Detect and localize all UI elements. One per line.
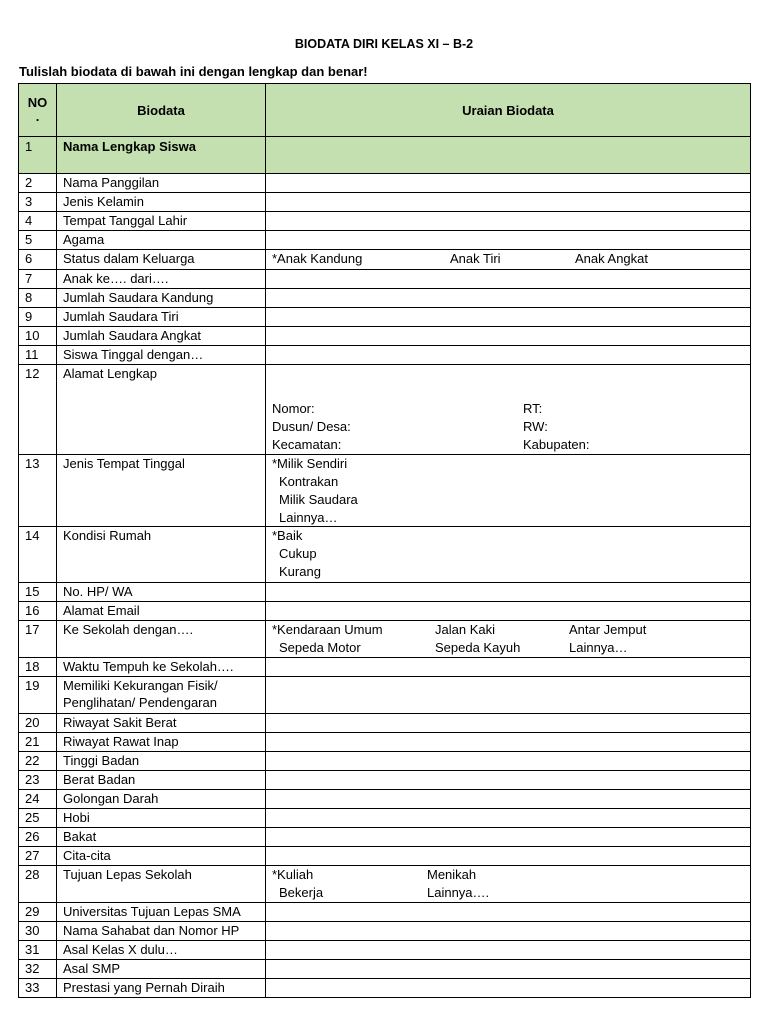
table-row [19,733,751,752]
row-label: Riwayat Sakit Berat [57,714,266,733]
option-label: Anak Tiri [450,251,501,266]
row-label: Tujuan Lepas Sekolah [57,866,266,903]
row-number: 8 [19,289,57,308]
row-label: Waktu Tempuh ke Sekolah…. [57,658,266,677]
row-label: Riwayat Rawat Inap [57,733,266,752]
row-number: 32 [19,960,57,979]
row-number: 20 [19,714,57,733]
table-row [19,658,751,677]
table-row [19,752,751,771]
option-label: *Kendaraan Umum [272,622,383,637]
row-number: 29 [19,903,57,922]
option-label: Jalan Kaki [435,622,495,637]
row-value-cell[interactable] [266,527,751,583]
row-value-cell[interactable] [266,308,751,327]
option-label: Sepeda Kayuh [435,640,521,655]
table-row [19,583,751,602]
row-label: Cita-cita [57,847,266,866]
row-number: 31 [19,941,57,960]
table-row [19,270,751,289]
row-value-cell[interactable] [266,847,751,866]
table-row [19,231,751,250]
table-row [19,602,751,621]
row-label: Nama Panggilan [57,174,266,193]
row-label-line: Memiliki Kekurangan Fisik/ [63,678,218,693]
row-number: 9 [19,308,57,327]
row-value-cell[interactable] [266,922,751,941]
table-row [19,922,751,941]
row-number: 1 [19,137,57,174]
table-row [19,250,751,270]
row-label: Tinggi Badan [57,752,266,771]
table-row [19,137,751,174]
row-number: 24 [19,790,57,809]
table-row [19,193,751,212]
document-title: BIODATA DIRI KELAS XI – B-2 [294,37,474,51]
table-row [19,308,751,327]
row-label: Alamat Lengkap [57,365,266,455]
header-no: NO . [19,84,57,137]
row-label: Kondisi Rumah [57,527,266,583]
option-label: Lainnya… [569,640,628,655]
row-label: Prestasi yang Pernah Diraih [57,979,266,998]
row-value-cell[interactable] [266,212,751,231]
row-number: 16 [19,602,57,621]
row-label: No. HP/ WA [57,583,266,602]
row-value-cell[interactable] [266,752,751,771]
row-label: Jenis Kelamin [57,193,266,212]
option-label: *Kuliah [272,867,314,882]
row-value-cell[interactable] [266,790,751,809]
row-number: 30 [19,922,57,941]
option-label: Milik Saudara [279,492,358,507]
row-value-cell[interactable] [266,137,751,174]
header-uraian: Uraian Biodata [266,84,751,137]
row-number: 17 [19,621,57,658]
table-row [19,455,751,527]
table-row [19,828,751,847]
option-label: *Baik [272,528,303,543]
row-number: 21 [19,733,57,752]
address-field-label: RW: [523,419,548,434]
option-label: Menikah [427,867,477,882]
row-value-cell[interactable] [266,583,751,602]
option-label: Lainnya… [279,510,338,525]
row-value-cell[interactable] [266,289,751,308]
row-number: 28 [19,866,57,903]
address-field-label: Kecamatan: [272,437,342,452]
table-row [19,212,751,231]
table-row [19,527,751,583]
table-row [19,960,751,979]
row-number: 14 [19,527,57,583]
row-number: 15 [19,583,57,602]
row-value-cell[interactable] [266,677,751,714]
row-number: 23 [19,771,57,790]
row-value-cell[interactable] [266,658,751,677]
row-number: 4 [19,212,57,231]
address-field-label: RT: [523,401,543,416]
table-header-row [19,84,751,137]
row-number: 6 [19,250,57,270]
row-label: Status dalam Keluarga [57,250,266,270]
row-number: 7 [19,270,57,289]
row-value-cell[interactable] [266,733,751,752]
table-row [19,621,751,658]
row-value-cell[interactable] [266,327,751,346]
table-row [19,790,751,809]
row-number: 2 [19,174,57,193]
table-row [19,327,751,346]
row-label: Agama [57,231,266,250]
row-value-cell[interactable] [266,941,751,960]
row-label: Asal SMP [57,960,266,979]
row-label: Nama Sahabat dan Nomor HP [57,922,266,941]
option-label: Cukup [279,546,317,561]
row-label: Anak ke…. dari…. [57,270,266,289]
address-field-label: Nomor: [272,401,315,416]
row-number: 12 [19,365,57,455]
row-number: 19 [19,677,57,714]
row-label: Berat Badan [57,771,266,790]
row-number: 3 [19,193,57,212]
address-field-label: Kabupaten: [523,437,590,452]
option-label: *Milik Sendiri [272,456,348,471]
table-row [19,677,751,714]
option-label: Anak Angkat [575,251,648,266]
header-biodata: Biodata [57,84,266,137]
row-value-cell[interactable] [266,365,751,455]
biodata-table [18,83,751,998]
row-number: 22 [19,752,57,771]
row-value-cell[interactable] [266,809,751,828]
option-label: Lainnya…. [427,885,490,900]
row-label: Golongan Darah [57,790,266,809]
row-value-cell[interactable] [266,174,751,193]
option-label: Kurang [279,564,321,579]
row-number: 18 [19,658,57,677]
address-field-label: Dusun/ Desa: [272,419,351,434]
row-value-cell[interactable] [266,866,751,903]
row-value-cell[interactable] [266,346,751,365]
table-row [19,941,751,960]
table-row [19,174,751,193]
table-row [19,979,751,998]
table-row [19,714,751,733]
table-row [19,289,751,308]
row-value-cell[interactable] [266,621,751,658]
row-value-cell[interactable] [266,979,751,998]
row-label: Hobi [57,809,266,828]
row-value-cell[interactable] [266,231,751,250]
row-number: 11 [19,346,57,365]
instruction-text: Tulislah biodata di bawah ini dengan lengkap dan benar! [19,64,368,79]
option-label: Bekerja [279,885,324,900]
table-row [19,903,751,922]
row-label: Alamat Email [57,602,266,621]
row-number: 33 [19,979,57,998]
table-row [19,847,751,866]
row-value-cell[interactable] [266,602,751,621]
row-label: Nama Lengkap Siswa [57,137,266,174]
row-label: Jumlah Saudara Angkat [57,327,266,346]
row-value-cell[interactable] [266,771,751,790]
row-label-line: Penglihatan/ Pendengaran [63,695,217,710]
row-number: 10 [19,327,57,346]
row-number: 25 [19,809,57,828]
row-label: Bakat [57,828,266,847]
row-label: Jumlah Saudara Tiri [57,308,266,327]
row-number: 27 [19,847,57,866]
row-label: Jumlah Saudara Kandung [57,289,266,308]
row-number: 26 [19,828,57,847]
table-row [19,809,751,828]
row-value-cell[interactable] [266,270,751,289]
option-label: *Anak Kandung [272,251,363,266]
row-label: Ke Sekolah dengan…. [57,621,266,658]
option-label: Antar Jemput [569,622,647,637]
row-label: Asal Kelas X dulu… [57,941,266,960]
row-label: Siswa Tinggal dengan… [57,346,266,365]
table-row [19,866,751,903]
option-label: Kontrakan [279,474,339,489]
row-label: Jenis Tempat Tinggal [57,455,266,527]
table-row [19,771,751,790]
row-value-cell[interactable] [266,250,751,270]
row-value-cell[interactable] [266,193,751,212]
row-value-cell[interactable] [266,903,751,922]
row-value-cell[interactable] [266,455,751,527]
row-label [57,677,266,714]
table-row [19,346,751,365]
row-value-cell[interactable] [266,714,751,733]
row-number: 5 [19,231,57,250]
row-label: Universitas Tujuan Lepas SMA [57,903,266,922]
table-row [19,365,751,455]
row-number: 13 [19,455,57,527]
row-value-cell[interactable] [266,828,751,847]
row-label: Tempat Tanggal Lahir [57,212,266,231]
row-value-cell[interactable] [266,960,751,979]
option-label: Sepeda Motor [279,640,361,655]
